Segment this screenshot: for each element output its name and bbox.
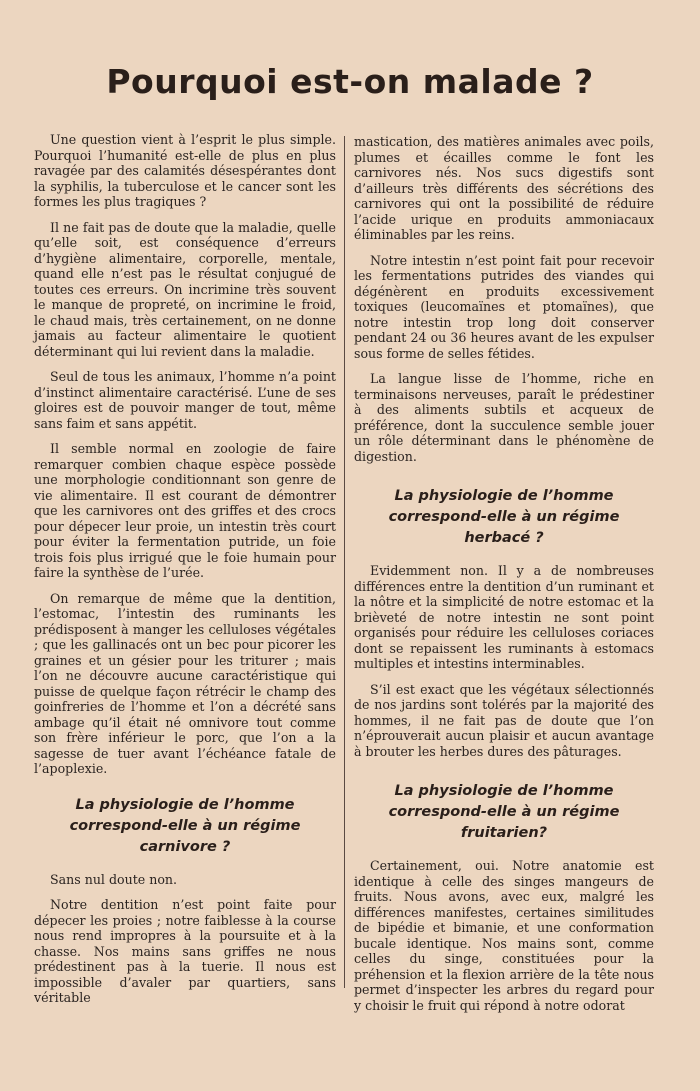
column-divider [344,136,345,988]
paragraph: On remarque de même que la dentition, l’estomac, l’intestin des ruminants les prédisposent à manger les celluloses végétales ; que les gallinacés ont un bec pour picorer les graines et un gésier pour les triturer ; mais l’on ne découvre aucune caractéristique qui puisse de quelque façon rétrécir le champ des goinfreries de l’homme et l’on a décrété sans ambage qu’il était né omnivore tout comme son frère inférieur le porc, que l’on a la sagesse de tuer avant l’échéance fatale de l’apoplexie. [34,590,336,776]
paragraph: S’il est exact que les végétaux sélectionnés de nos jardins sont tolérés par la majorité des hommes, il ne fait pas de doute que l’on n’éprouverait aucun plaisir et aucun avantage à brouter les herbes dures des pâturages. [354,681,654,759]
section-heading-fruitarien: La physiologie de l’homme correspond-elle à un régime fruitarien? [388,783,620,841]
paragraph: La langue lisse de l’homme, riche en terminaisons nerveuses, paraît le prédestiner à des aliments subtils et acqueux de préférence, dont la succulence semble jouer un rôle déterminant dans le phénomène de digestion. [354,371,654,464]
paragraph: Notre dentition n’est point faite pour dépecer les proies ; notre faiblesse à la course nous rend impropres à la poursuite et à la chasse. Nos mains sans griffes ne nous prédestinent pas à la tuerie. Il nous est impossible d’avaler par quartiers, sans véritable [34,897,336,1005]
paragraph: Notre intestin n’est point fait pour recevoir les fermentations putrides des viandes qui dégénèrent en produits excessivement toxiques (leucomaïnes et ptomaïnes), que notre intestin trop long doit conserver pendant 24 ou 36 heures avant de les expulser sous forme de selles fétides. [354,252,654,361]
right-column [354,134,654,1023]
paragraph: Il semble normal en zoologie de faire remarquer combien chaque espèce possède une morphologie conditionnant son genre de vie alimentaire. Il est courant de démontrer que les carnivores ont des griffes et des crocs pour dépecer leur proie, un intestin très court pour éviter la fermentation putride, un foie trois fois plus irrigué que le foie humain pour faire la synthèse de l’urée. [34,441,336,580]
paragraph: Sans nul doute non. [50,871,178,887]
paragraph: Certainement, oui. Notre anatomie est identique à celle des singes mangeurs de fruits. Nous avons, avec eux, malgré les différences manifestes, certaines similitudes de bipédie et bimanie, et une conformation bucale identique. Nos mains sont, comme celles du singe, constituées pour la préhension et la flexion arrière de la tête nous permet d’inspecter les arbres du regard pour y choisir le fruit qui répond à notre odorat [354,858,654,1013]
paragraph: Une question vient à l’esprit le plus simple. Pourquoi l’humanité est-elle de plus en plus ravagée par des calamités désespérantes dont la syphilis, la tuberculose et le cancer sont les formes les plus tragiques ? [34,132,336,209]
page-title: Pourquoi est-on malade ? [106,62,594,101]
paragraph: Il ne fait pas de doute que la maladie, quelle qu’elle soit, est conséquence d’erreurs d’hygiène alimentaire, corporelle, mentale, quand elle n’est pas le résultat conjugué de toutes ces erreurs. On incrimine très souvent le manque de propreté, on incrimine le froid, le chaud mais, très certainement, on ne donne jamais au facteur alimentaire le quotient déterminant qui lui revient dans la maladie. [34,219,336,359]
paragraph: Evidemment non. Il y a de nombreuses différences entre la dentition d’un ruminant et la nôtre et la simplicité de notre estomac et la brièveté de notre intestin ne sont point organisés pour réduire les celluloses coriaces dont se repaissent les ruminants à estomacs multiples et intestins interminables. [354,563,654,671]
left-column [34,132,336,1016]
section-heading-herbace: La physiologie de l’homme correspond-elle à un régime herbacé ? [388,488,620,546]
paragraph: mastication, des matières animales avec poils, plumes et écailles comme le font les carnivores nés. Nos sucs digestifs sont d’ailleurs très différents des sécrétions des carnivores qui ont la possibilité de réduire l’acide urique en produits ammoniacaux éliminables par les reins. [354,134,654,242]
section-heading-carnivore: La physiologie de l’homme correspond-elle à un régime carnivore ? [69,796,301,855]
paragraph: Seul de tous les animaux, l’homme n’a point d’instinct alimentaire caractérisé. L’une de ses gloires est de pouvoir manger de tout, même sans faim et sans appétit. [34,369,336,431]
